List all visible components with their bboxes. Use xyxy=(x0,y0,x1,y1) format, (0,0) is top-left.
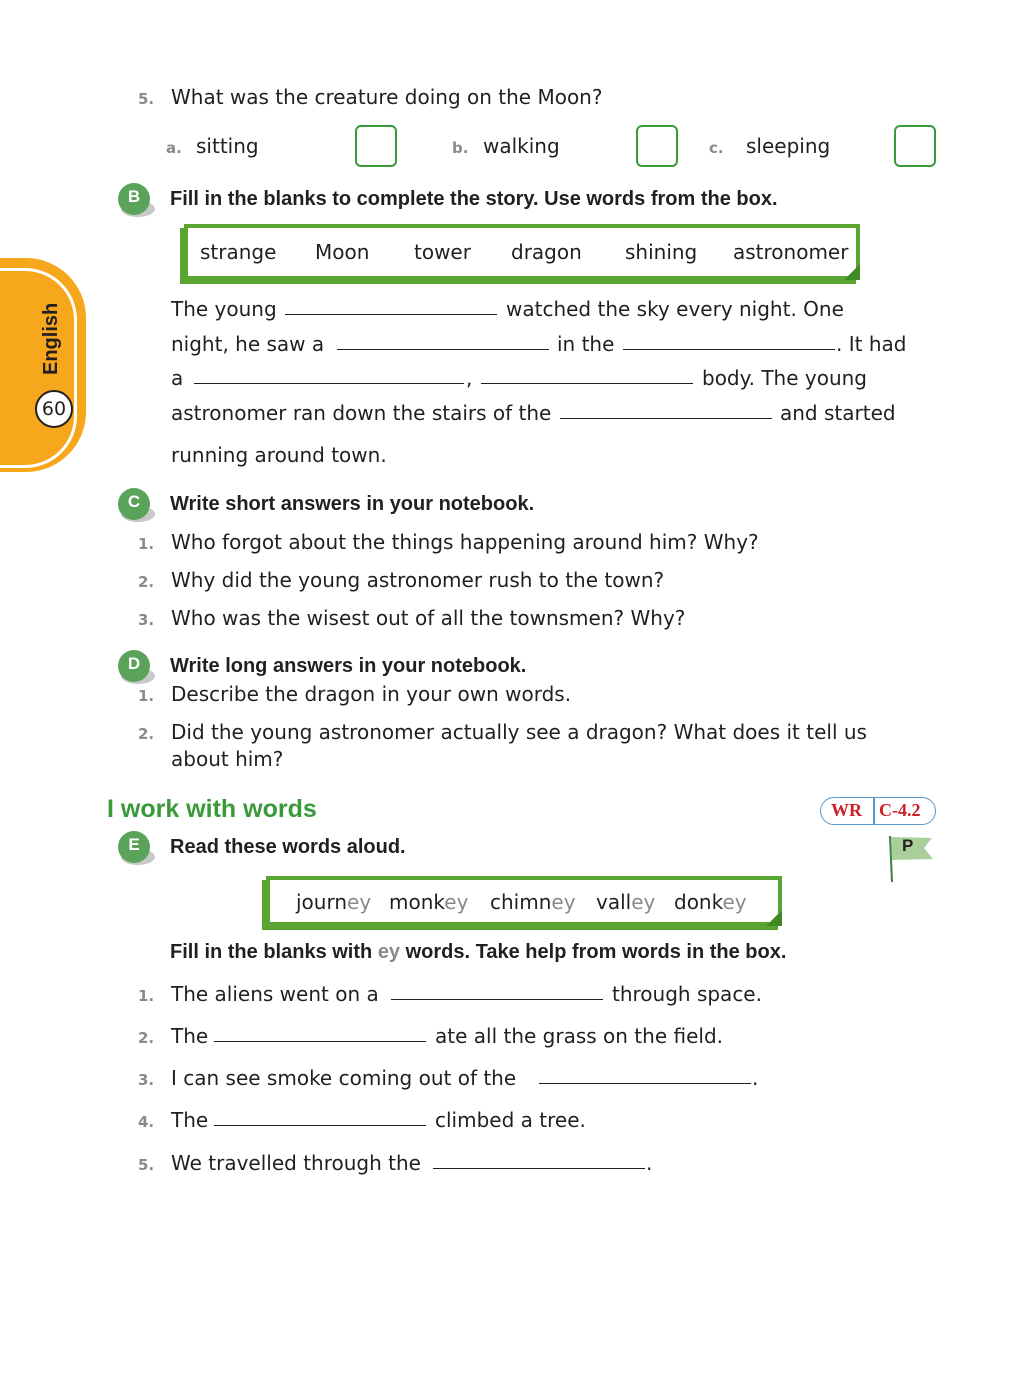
question-number: 1. xyxy=(138,687,155,705)
blank-field[interactable] xyxy=(391,985,603,1000)
blank-field[interactable] xyxy=(214,1111,426,1126)
question-text: Did the young astronomer actually see a dragon? What does it tell us xyxy=(171,720,867,744)
question-text: Who forgot about the things happening around him? Why? xyxy=(171,530,759,554)
ey-word: chimney xyxy=(490,890,576,914)
section-badge-c: C xyxy=(118,488,154,524)
question-number: 5. xyxy=(138,90,155,108)
ey-word-box xyxy=(266,876,782,926)
section-badge-e: E xyxy=(118,831,154,867)
story-text: running around town. xyxy=(171,443,387,467)
item-text: ate all the grass on the field. xyxy=(435,1024,723,1048)
question-text: Who was the wisest out of all the townsmen? Why? xyxy=(171,606,686,630)
story-text: a xyxy=(171,366,184,390)
word-box-item: dragon xyxy=(511,240,582,264)
question-number: 2. xyxy=(138,573,155,591)
wr-badge: WR C-4.2 xyxy=(820,797,936,825)
ey-word: journey xyxy=(296,890,372,914)
question-number: 1. xyxy=(138,535,155,553)
item-text: We travelled through the xyxy=(171,1151,421,1175)
section-heading: Write long answers in your notebook. xyxy=(170,655,527,677)
word-box-item: tower xyxy=(414,240,471,264)
item-number: 2. xyxy=(138,1029,155,1047)
item-number: 1. xyxy=(138,987,155,1005)
blank-field[interactable] xyxy=(539,1069,751,1084)
word-box xyxy=(184,224,860,280)
question-text: What was the creature doing on the Moon? xyxy=(171,85,603,109)
item-text: The xyxy=(171,1108,209,1132)
item-number: 4. xyxy=(138,1113,155,1131)
story-text: astronomer ran down the stairs of the xyxy=(171,401,552,425)
option-checkbox-sleeping[interactable] xyxy=(894,125,936,167)
blank-field[interactable] xyxy=(337,335,549,350)
section-badge-d: D xyxy=(118,650,154,686)
instruction: Fill in the blanks with ey words. Take help from words in the box. xyxy=(170,941,787,963)
story-text: body. The young xyxy=(702,366,867,390)
word-box-item: Moon xyxy=(315,240,370,264)
question-number: 2. xyxy=(138,725,155,743)
story-text: watched the sky every night. One xyxy=(506,297,844,321)
story-text: night, he saw a xyxy=(171,332,325,356)
option-letter: b. xyxy=(452,139,469,157)
word-box-item: astronomer xyxy=(733,240,849,264)
item-text: The aliens went on a xyxy=(171,982,379,1006)
option-checkbox-sitting[interactable] xyxy=(355,125,397,167)
section-badge-b: B xyxy=(118,183,154,219)
option-label: sleeping xyxy=(746,134,831,158)
section-heading: Fill in the blanks to complete the story. Use words from the box. xyxy=(170,188,778,210)
option-letter: c. xyxy=(709,139,724,157)
story-text: in the xyxy=(557,332,615,356)
section-heading: Read these words aloud. xyxy=(170,836,406,858)
blank-field[interactable] xyxy=(623,335,835,350)
blank-field[interactable] xyxy=(481,369,693,384)
item-number: 5. xyxy=(138,1156,155,1174)
blank-field[interactable] xyxy=(194,369,464,384)
item-text: through space. xyxy=(612,982,762,1006)
story-text: . It had xyxy=(836,332,907,356)
item-text: . xyxy=(752,1066,759,1090)
word-box-item: shining xyxy=(625,240,698,264)
item-text: The xyxy=(171,1024,209,1048)
option-letter: a. xyxy=(166,139,182,157)
blank-field[interactable] xyxy=(560,404,772,419)
ey-word: monkey xyxy=(389,890,469,914)
question-text: Why did the young astronomer rush to the town? xyxy=(171,568,665,592)
option-checkbox-walking[interactable] xyxy=(636,125,678,167)
item-text: I can see smoke coming out of the xyxy=(171,1066,517,1090)
story-text: and started xyxy=(780,401,896,425)
section-heading: Write short answers in your notebook. xyxy=(170,493,535,515)
side-tab-border xyxy=(0,268,77,468)
page-number: 60 xyxy=(35,390,73,428)
flag-icon: P xyxy=(886,832,936,884)
item-number: 3. xyxy=(138,1071,155,1089)
question-text: Describe the dragon in your own words. xyxy=(171,682,572,706)
question-number: 3. xyxy=(138,611,155,629)
story-text: The young xyxy=(171,297,277,321)
story-text: , xyxy=(466,366,473,390)
option-label: walking xyxy=(483,134,560,158)
blank-field[interactable] xyxy=(285,300,497,315)
item-text: . xyxy=(646,1151,653,1175)
ey-word: donkey xyxy=(674,890,747,914)
section-title: I work with words xyxy=(107,795,317,823)
item-text: climbed a tree. xyxy=(435,1108,586,1132)
question-text-continued: about him? xyxy=(171,747,284,771)
word-box-item: strange xyxy=(200,240,277,264)
blank-field[interactable] xyxy=(214,1027,426,1042)
blank-field[interactable] xyxy=(433,1154,645,1169)
ey-word: valley xyxy=(596,890,656,914)
option-label: sitting xyxy=(196,134,259,158)
